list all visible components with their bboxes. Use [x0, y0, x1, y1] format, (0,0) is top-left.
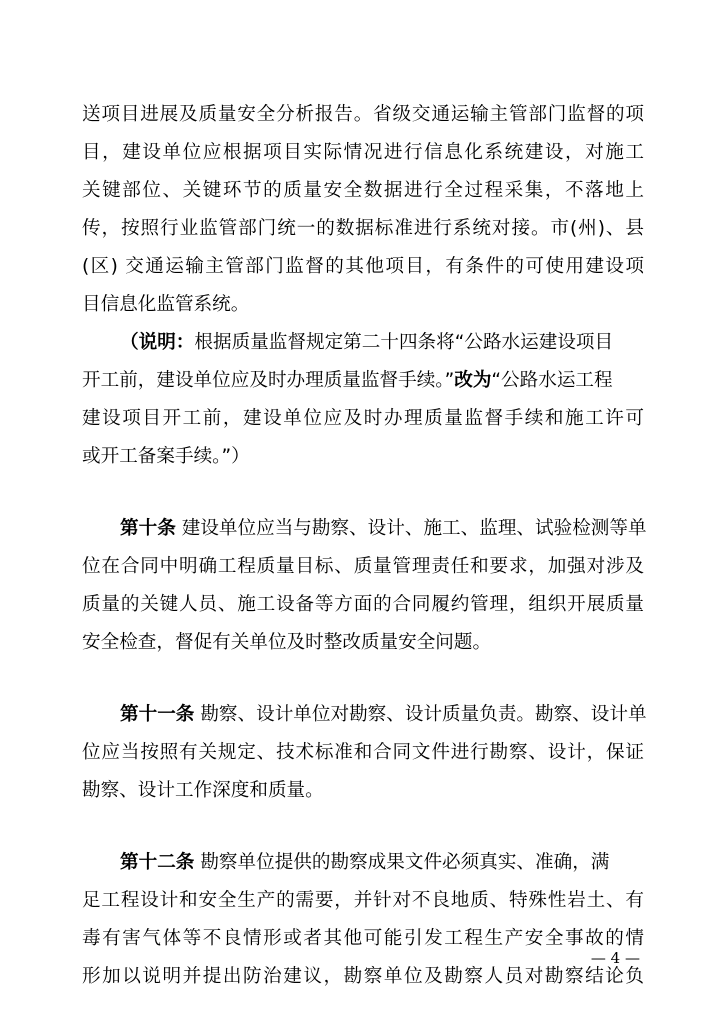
text-line: 质量的关键人员、施工设备等方面的合同履约管理，组织开展质量: [82, 594, 644, 615]
article-10: [82, 510, 647, 662]
text-line: 足工程设计和安全生产的需要，并针对不良地质、特殊性岩土、有: [82, 890, 644, 911]
article-title: 第十条: [120, 518, 176, 539]
text-line: 或开工备案手续。”）: [82, 446, 250, 467]
text-line: 位在合同中明确工程质量目标、质量管理责任和要求，加强对涉及: [82, 556, 644, 577]
article-11: [82, 696, 647, 810]
paragraph-continuation: [82, 96, 644, 324]
article-title: 第十一条: [120, 704, 195, 725]
note-open-paren: （: [120, 332, 139, 353]
note-paragraph: [82, 324, 644, 476]
text-line: 目，建设单位应根据项目实际情况进行信息化系统建设，对施工: [82, 142, 644, 163]
note-text: 开工前，建设单位应及时办理质量监督手续。”: [82, 370, 455, 391]
text-line: [82, 696, 647, 734]
text-line: 建设项目开工前，建设单位应及时办理质量监督手续和施工许可: [82, 408, 644, 429]
text-line: [82, 510, 647, 548]
paragraph-gap: [82, 662, 644, 696]
text-line: (区) 交通运输主管部门监督的其他项目，有条件的可使用建设项: [82, 256, 644, 277]
article-text: 勘察单位提供的勘察成果文件必须真实、准确，满: [200, 852, 610, 873]
article-title: 第十二条: [120, 852, 195, 873]
paragraph-gap: [82, 810, 644, 844]
text-line: 安全检查，督促有关单位及时整改质量安全问题。: [82, 632, 492, 653]
article-text: 勘察、设计单位对勘察、设计质量负责。勘察、设计单: [200, 704, 647, 725]
article-12: [82, 844, 644, 996]
text-line: 传，按照行业监管部门统一的数据标准进行系统对接。市(州)、县: [82, 218, 644, 239]
text-line: 关键部位、关键环节的质量安全数据进行全过程采集，不落地上: [82, 180, 644, 201]
text-line: [82, 844, 644, 882]
note-text: 根据质量监督规定第二十四条将“公路水运建设项目: [194, 332, 614, 353]
paragraph-gap: [82, 476, 644, 510]
article-text: 建设单位应当与勘察、设计、施工、监理、试验检测等单: [181, 518, 647, 539]
text-line: [82, 324, 644, 362]
text-line: 送项目进展及质量安全分析报告。省级交通运输主管部门监督的项: [82, 104, 644, 125]
note-label: 说明：: [138, 332, 195, 353]
text-line: [82, 362, 644, 400]
text-line: 目信息化监管系统。: [82, 294, 250, 315]
text-line: 毒有害气体等不良情形或者其他可能引发工程生产安全事故的情: [82, 928, 644, 949]
text-line: 勘察、设计工作深度和质量。: [82, 780, 324, 801]
note-change-label: 改为: [454, 370, 492, 391]
note-text: “公路水运工程: [491, 370, 613, 391]
text-line: 位应当按照有关规定、技术标准和合同文件进行勘察、设计，保证: [82, 742, 644, 763]
page-number: — 4 —: [590, 949, 640, 967]
text-line: 形加以说明并提出防治建议，勘察单位及勘察人员对勘察结论负: [82, 966, 644, 987]
document-body: [82, 96, 647, 996]
